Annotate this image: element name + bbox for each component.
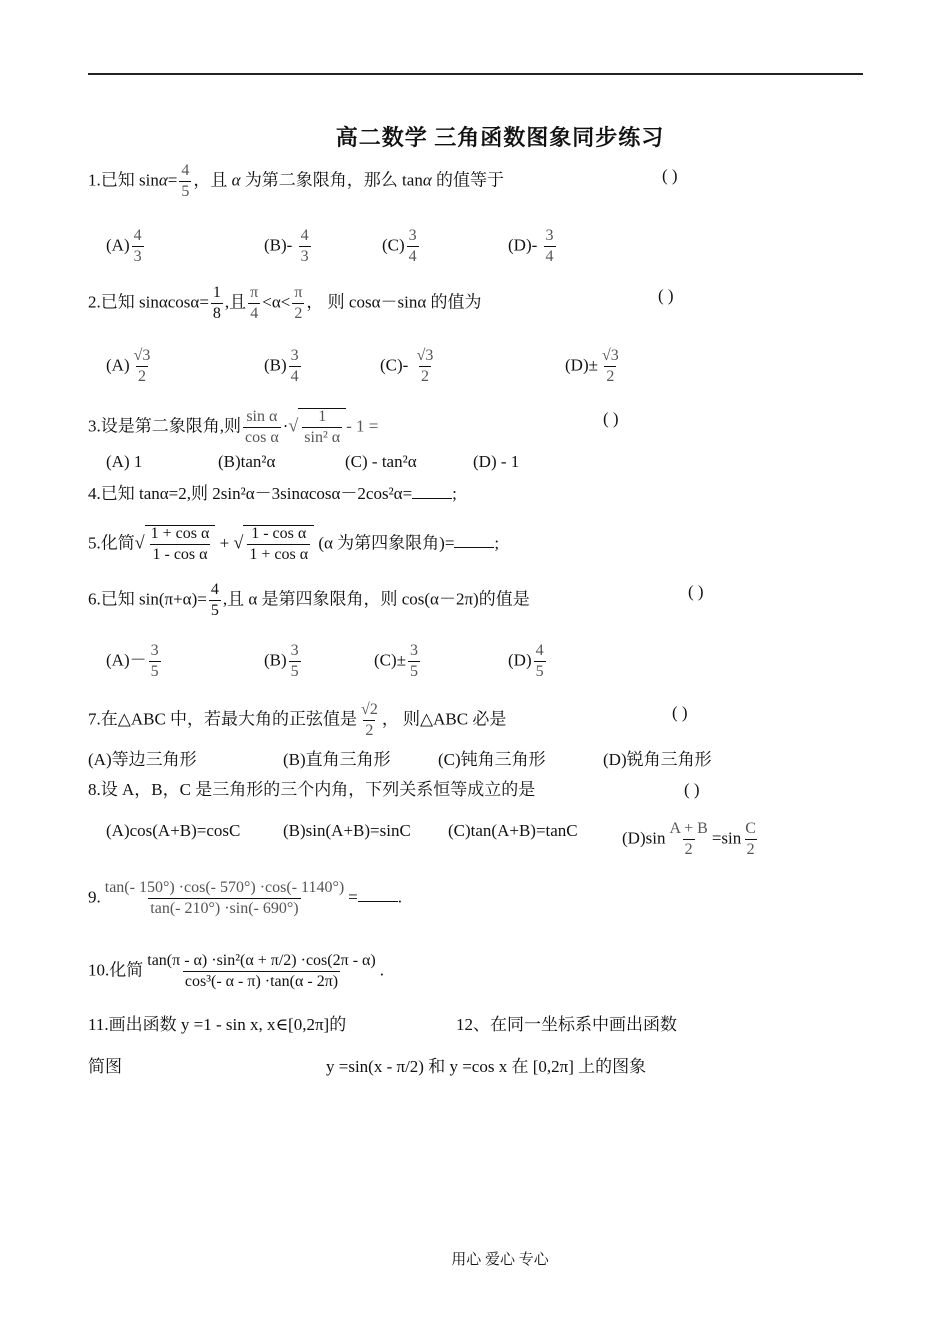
q9-label: 9.	[88, 887, 101, 907]
question-10	[88, 953, 384, 990]
q2-option-b	[264, 348, 303, 385]
q2-option-c	[380, 348, 437, 385]
q1-stem: 1.已知 sin	[88, 170, 159, 190]
fraction	[407, 228, 419, 265]
label: (C)	[380, 355, 403, 375]
q5-stem: 5.化简	[88, 533, 135, 553]
q7-option-c: (C)钝角三角形	[438, 750, 546, 769]
q1-option-d	[508, 228, 558, 265]
q2-option-a	[106, 348, 154, 385]
num: 1	[212, 284, 221, 301]
q7-option-b: (B)直角三角形	[283, 750, 391, 769]
num: 4	[300, 227, 309, 244]
q1-option-b	[264, 228, 313, 265]
fraction	[292, 285, 304, 322]
radical-sign: √	[233, 532, 244, 553]
answer-paren: ( )	[658, 286, 674, 305]
num: tan(π - α) ·sin²(α + π/2) ·cos(2π - α)	[147, 952, 376, 969]
num: √3	[133, 347, 151, 364]
den: 4	[408, 248, 417, 265]
question-2	[88, 285, 481, 322]
q1-option-c	[382, 228, 421, 265]
q8-option-d	[622, 821, 760, 858]
eq: =	[167, 170, 178, 190]
num: 4	[181, 162, 190, 179]
end: .	[397, 887, 403, 907]
q2-stem-b: ， 则 cosα－sinα 的值为	[306, 292, 482, 312]
num: 3	[150, 642, 159, 659]
q3-option-c: (C) - tan²α	[345, 452, 417, 471]
fraction	[299, 228, 311, 265]
question-1	[88, 163, 504, 200]
top-rule	[88, 73, 863, 75]
question-12-line-1: 12、在同一坐标系中画出函数	[456, 1015, 677, 1034]
den: tan(- 210°) ·sin(- 690°)	[150, 900, 299, 917]
answer-paren: ( )	[688, 582, 704, 601]
fraction	[247, 526, 310, 563]
den: 2	[606, 368, 615, 385]
fraction	[145, 953, 377, 990]
q6-option-d	[508, 643, 548, 680]
label: (D)	[565, 355, 589, 375]
question-3	[88, 408, 378, 446]
label: (D)	[508, 650, 532, 670]
fraction	[149, 526, 212, 563]
den: 5	[410, 663, 418, 680]
sign: -	[531, 235, 542, 255]
radicand	[298, 408, 346, 446]
den: 3	[300, 248, 309, 265]
den: 1 + cos α	[249, 546, 309, 563]
label: (B)	[264, 235, 287, 255]
question-11-line-2: 简图	[88, 1057, 122, 1076]
q6-stem-b: ,且 α 是第四象限角，则 cos(α－2π)的值是	[222, 589, 530, 609]
question-5	[88, 525, 499, 563]
num: 3	[290, 642, 299, 659]
q1-stem-b: ，且	[193, 170, 232, 190]
question-9	[88, 880, 402, 917]
den: cos³(- α - π) ·tan(α - 2π)	[184, 973, 339, 990]
q3-stem: 3.设是第二象限角,则	[88, 416, 241, 436]
question-4	[88, 484, 457, 504]
q4-text: 4.已知 tanα=2,则 2sin²α－3sinαcosα－2cos²α=	[88, 484, 413, 503]
label: (C)±	[374, 650, 406, 670]
question-11-line-1: 11.画出函数 y =1 - sin x, x∈[0,2π]的	[88, 1015, 347, 1034]
q3-option-b: (B)tan²α	[218, 452, 276, 471]
fraction	[302, 409, 342, 446]
answer-blank[interactable]	[412, 498, 452, 499]
fraction	[289, 348, 301, 385]
den: 2	[746, 841, 755, 858]
answer-paren: ( )	[662, 166, 678, 185]
den: 3	[133, 248, 142, 265]
q8-option-c: (C)tan(A+B)=tanC	[448, 821, 578, 840]
num: 3	[410, 642, 418, 659]
q1-option-a	[106, 228, 146, 265]
q7-stem-b: ， 则△ABC 必是	[381, 709, 507, 729]
eq: =	[348, 887, 358, 907]
den: 2	[365, 722, 374, 739]
q1-stem-c: 为第二象限角，那么 tan	[240, 170, 423, 190]
q7-option-a: (A)等边三角形	[88, 750, 197, 769]
fraction	[289, 643, 301, 680]
fraction	[534, 643, 546, 680]
fraction	[544, 228, 556, 265]
q10-label: 10.化简	[88, 960, 144, 980]
radical-sign: √	[134, 532, 145, 553]
num: 4	[535, 642, 544, 659]
alpha: α	[158, 170, 168, 190]
num: 3	[545, 227, 554, 244]
end: ;	[494, 533, 500, 553]
answer-blank[interactable]	[454, 547, 494, 548]
num: C	[745, 820, 756, 837]
mid: =sin	[711, 828, 742, 848]
end: ;	[452, 484, 457, 503]
fraction	[743, 821, 758, 858]
label: (A)	[106, 235, 130, 255]
den: 5	[535, 663, 544, 680]
num: A + B	[669, 820, 708, 837]
question-7	[88, 702, 506, 739]
den: 5	[290, 663, 299, 680]
question-12-line-2: y =sin(x - π/2) 和 y =cos x 在 [0,2π] 上的图象	[326, 1057, 647, 1076]
q2-stem: 2.已知 sinαcosα=	[88, 292, 209, 312]
num: √3	[601, 347, 619, 364]
answer-blank[interactable]	[358, 901, 398, 902]
fraction	[667, 821, 709, 858]
label: (C)	[382, 235, 405, 255]
fraction	[103, 880, 346, 917]
num: 3	[408, 227, 417, 244]
num: 3	[290, 347, 299, 364]
q6-stem: 6.已知 sin(π+α)=	[88, 589, 207, 609]
sign: ±	[588, 355, 598, 375]
num: √3	[416, 347, 434, 364]
label: (A)－	[106, 650, 147, 670]
num: 1 + cos α	[150, 525, 210, 542]
num: 4	[210, 581, 219, 598]
den: 8	[212, 305, 221, 322]
footer: 用心 爱心 专心	[451, 1252, 549, 1268]
label: (A)	[106, 355, 130, 375]
q2-option-d	[565, 348, 623, 385]
num: 1	[318, 408, 327, 425]
alpha: α	[422, 170, 432, 190]
question-8: 8.设 A，B，C 是三角形的三个内角，下列关系恒等成立的是	[88, 780, 536, 799]
radicand	[145, 525, 216, 563]
sign: -	[402, 355, 413, 375]
num: π	[294, 284, 303, 301]
q7-option-d: (D)锐角三角形	[603, 750, 712, 769]
den: 5	[181, 183, 190, 200]
den: 5	[150, 663, 159, 680]
label: (D)	[508, 235, 532, 255]
den: 2	[138, 368, 146, 385]
den: 4	[290, 368, 299, 385]
q3-option-d: (D) - 1	[473, 452, 520, 471]
num: sin α	[246, 408, 278, 425]
q8-option-a: (A)cos(A+B)=cosC	[106, 821, 241, 840]
den: 2	[294, 305, 303, 322]
num: π	[250, 284, 259, 301]
fraction	[415, 348, 436, 385]
den: 5	[210, 602, 219, 619]
mid: ,且	[224, 292, 247, 312]
num: tan(- 150°) ·cos(- 570°) ·cos(- 1140°)	[104, 879, 345, 896]
alpha: α	[231, 170, 241, 190]
num: √2	[361, 701, 378, 718]
fraction	[211, 285, 223, 322]
fraction	[132, 228, 144, 265]
num: 4	[133, 227, 142, 244]
q6-option-a	[106, 643, 163, 680]
label: (B)	[264, 650, 287, 670]
end: .	[379, 960, 384, 980]
label: (B)	[264, 355, 287, 375]
tail: - 1 =	[346, 416, 379, 436]
den: 2	[684, 841, 693, 858]
answer-paren: ( )	[684, 780, 700, 799]
fraction	[408, 643, 420, 680]
den: 1 - cos α	[152, 546, 208, 563]
q6-option-b	[264, 643, 303, 680]
fraction	[132, 348, 153, 385]
q6-option-c	[374, 643, 422, 680]
sign: -	[286, 235, 297, 255]
q5-tail: (α 为第四象限角)=	[318, 533, 455, 553]
den: 4	[250, 305, 259, 322]
ineq: <α<	[262, 292, 291, 312]
q8-option-b: (B)sin(A+B)=sinC	[283, 821, 411, 840]
radicand	[243, 525, 314, 563]
q7-stem: 7.在△ABC 中，若最大角的正弦值是	[88, 709, 358, 729]
label: (D)sin	[622, 828, 666, 848]
fraction	[243, 409, 281, 446]
page-title: 高二数学 三角函数图象同步练习	[335, 125, 665, 150]
answer-paren: ( )	[603, 409, 619, 428]
question-6	[88, 582, 530, 619]
den: 2	[420, 368, 429, 385]
den: 4	[545, 248, 554, 265]
fraction	[209, 582, 221, 619]
fraction	[248, 285, 260, 322]
fraction	[179, 163, 191, 200]
den: sin² α	[304, 429, 341, 446]
den: cos α	[245, 429, 279, 446]
fraction	[149, 643, 161, 680]
answer-paren: ( )	[672, 703, 688, 722]
plus: +	[219, 533, 230, 553]
dot: ·	[282, 416, 289, 436]
fraction	[359, 702, 380, 739]
radical-sign: √	[288, 415, 299, 436]
q3-option-a: (A) 1	[106, 452, 143, 471]
num: 1 - cos α	[251, 525, 307, 542]
fraction	[600, 348, 621, 385]
q1-stem-d: 的值等于	[431, 170, 505, 190]
